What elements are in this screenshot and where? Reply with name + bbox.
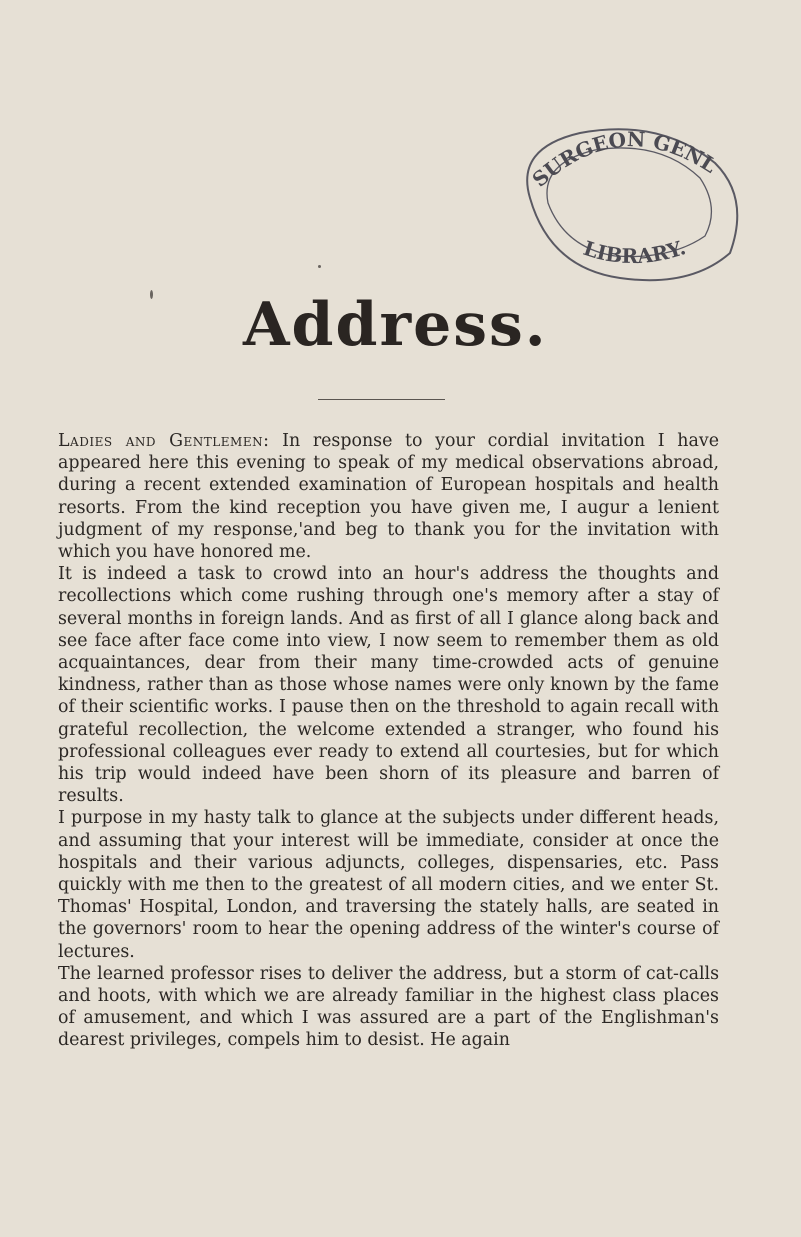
stamp-top-text: SURGEON GENL'S OFFICE — [501, 99, 722, 192]
stamp-bottom-text: LIBRARY. — [580, 235, 689, 269]
paragraph-3: I purpose in my hasty talk to glance at the subjects under different heads, and assuming that your interest will be immediate, consider at once the hospitals and their various adjuncts, colleges, dispensaries, etc. Pass quickly with me then to the greatest of all modern cities, and we enter St. Thomas' Hospital, London, and traversing the stately halls, are seated in the governors' room to hear the opening address of the winter's course of lectures. — [58, 808, 719, 962]
paper-speck — [318, 265, 321, 268]
library-stamp — [501, 99, 740, 283]
paragraph-1-text: In response to your cordial invitation I have appeared here this evening to speak of my medical observations abroad, during a recent extended examination of European hospitals and health resorts. From the kind reception you have given me, I augur a lenient judgment of my response,'and beg to thank you for the invitation with which you have honored me. — [58, 431, 719, 563]
paper-speck — [150, 290, 153, 299]
library-stamp-seal — [501, 99, 740, 283]
paragraph-1 — [58, 430, 719, 563]
paragraph-2: It is indeed a task to crowd into an hour's address the thoughts and recollections which come rushing through one's memory after a stay of several months in foreign lands. And as first of all I glance along back and see face after face come into view, I now seem to remember them as old acquaintances, dear from their many time-crowded acts of genuine kindness, rather than as those whose names were only known by the fame of their scientific works. I pause then on the threshold to again recall with grateful recollection, the welcome extended a stranger, who found his professional colleagues ever ready to extend all courtesies, but for which his trip would indeed have been shorn of its pleasure and barren of results. — [58, 564, 719, 807]
address-body — [58, 430, 719, 1052]
heading-divider — [318, 399, 445, 400]
paragraph-4: The learned professor rises to deliver the address, but a storm of cat-calls and hoots, with which we are already familiar in the highest class places of amusement, and which I was assured are a part of the Englishman's dearest privileges, compels him to desist. He again — [58, 963, 719, 1051]
salutation: Ladies and Gentlemen: — [58, 431, 270, 451]
address-heading: Address. — [243, 290, 548, 360]
